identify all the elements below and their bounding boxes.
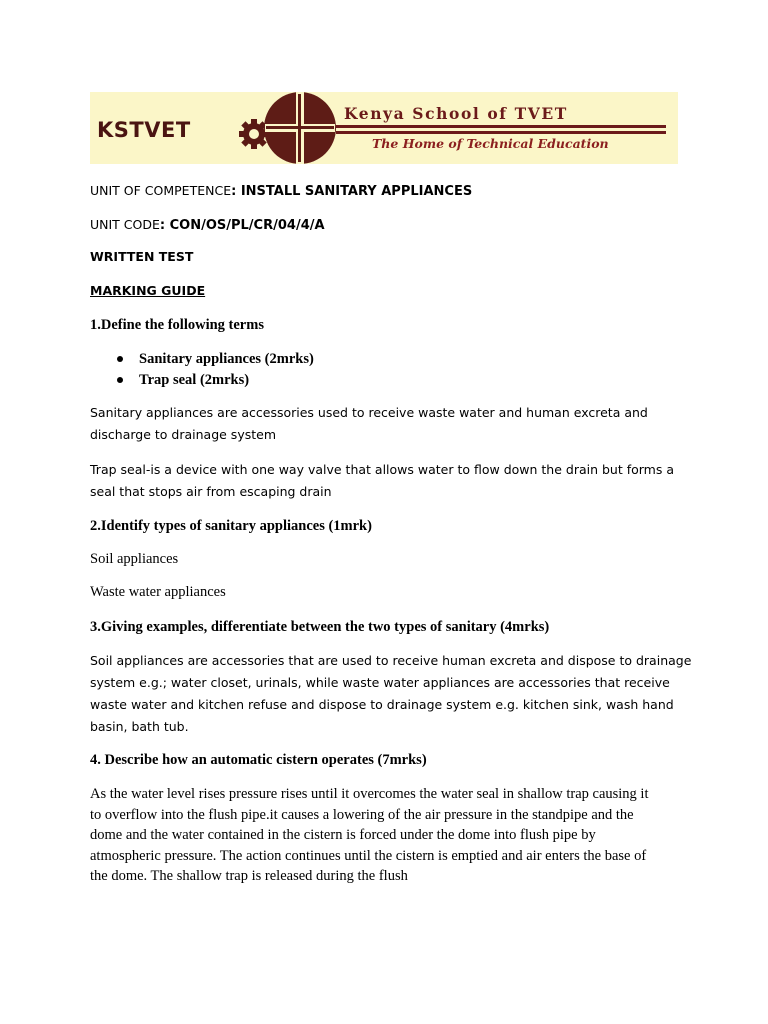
question-3-title: 3.Giving examples, differentiate between the two types of sanitary (4mrks): [90, 619, 550, 635]
unit-code: [90, 214, 325, 233]
answer-line: to overflow into the flush pipe.it causes a lowering of the air pressure in the standpipe and the: [90, 806, 634, 823]
answer-line: waste water and kitchen refuse and dispose to drainage system e.g. kitchen sink, wash hand: [90, 697, 674, 712]
answer-line: the dome. The shallow trap is released during the flush: [90, 868, 408, 884]
answer-line: seal that stops air from escaping drain: [90, 484, 332, 499]
term-label: Trap seal (2mrks): [139, 372, 250, 388]
code-label: UNIT CODE: [90, 217, 160, 232]
logo-acronym: KSTVET: [97, 118, 191, 142]
bullet-icon: [117, 377, 123, 383]
question-1-terms-list: [90, 349, 314, 391]
marking-guide-heading: MARKING GUIDE: [90, 283, 206, 298]
test-type-heading: WRITTEN TEST: [90, 249, 194, 264]
code-value: : CON/OS/PL/CR/04/4/A: [159, 218, 325, 233]
unit-value: : INSTALL SANITARY APPLIANCES: [231, 184, 473, 199]
question-2-answer-2: Waste water appliances: [90, 584, 226, 600]
institution-name: Kenya School of TVET: [344, 104, 568, 123]
question-1-answer-2: [90, 459, 678, 503]
question-4-title: 4. Describe how an automatic cistern operates (7mrks): [90, 752, 427, 768]
list-item: [90, 370, 314, 391]
question-4-answer: [90, 784, 678, 887]
answer-line: system e.g.; water closet, urinals, while waste water appliances are accessories that receive: [90, 675, 670, 690]
institution-banner: [90, 92, 678, 164]
answer-line: discharge to drainage system: [90, 427, 276, 442]
list-item: [90, 349, 314, 370]
unit-label: UNIT OF COMPETENCE: [90, 183, 232, 198]
question-1-title: 1.Define the following terms: [90, 317, 264, 333]
institution-tagline: The Home of Technical Education: [372, 136, 609, 151]
answer-line: Trap seal-is a device with one way valve that allows water to flow down the drain but forms a: [90, 462, 675, 477]
answer-line: As the water level rises pressure rises until it overcomes the water seal in shallow trap causing it: [90, 786, 649, 802]
answer-line: atmospheric pressure. The action continues until the cistern is emptied and air enters the base of: [90, 847, 647, 864]
answer-line: Sanitary appliances are accessories used to receive waste water and human excreta and: [90, 405, 648, 420]
question-2-title: 2.Identify types of sanitary appliances (1mrk): [90, 518, 372, 534]
answer-line: Soil appliances are accessories that are used to receive human excreta and dispose to drainage: [90, 653, 692, 668]
question-2-answer-1: Soil appliances: [90, 551, 179, 567]
question-1-answer-1: [90, 402, 678, 446]
document-page: [90, 92, 692, 884]
bullet-icon: [117, 356, 123, 362]
answer-line: dome and the water contained in the cistern is forced under the dome into flush pipe by: [90, 827, 596, 843]
question-3-answer: [90, 650, 692, 738]
answer-line: basin, bath tub.: [90, 719, 189, 734]
term-label: Sanitary appliances (2mrks): [139, 351, 314, 367]
unit-of-competence: [90, 180, 472, 199]
